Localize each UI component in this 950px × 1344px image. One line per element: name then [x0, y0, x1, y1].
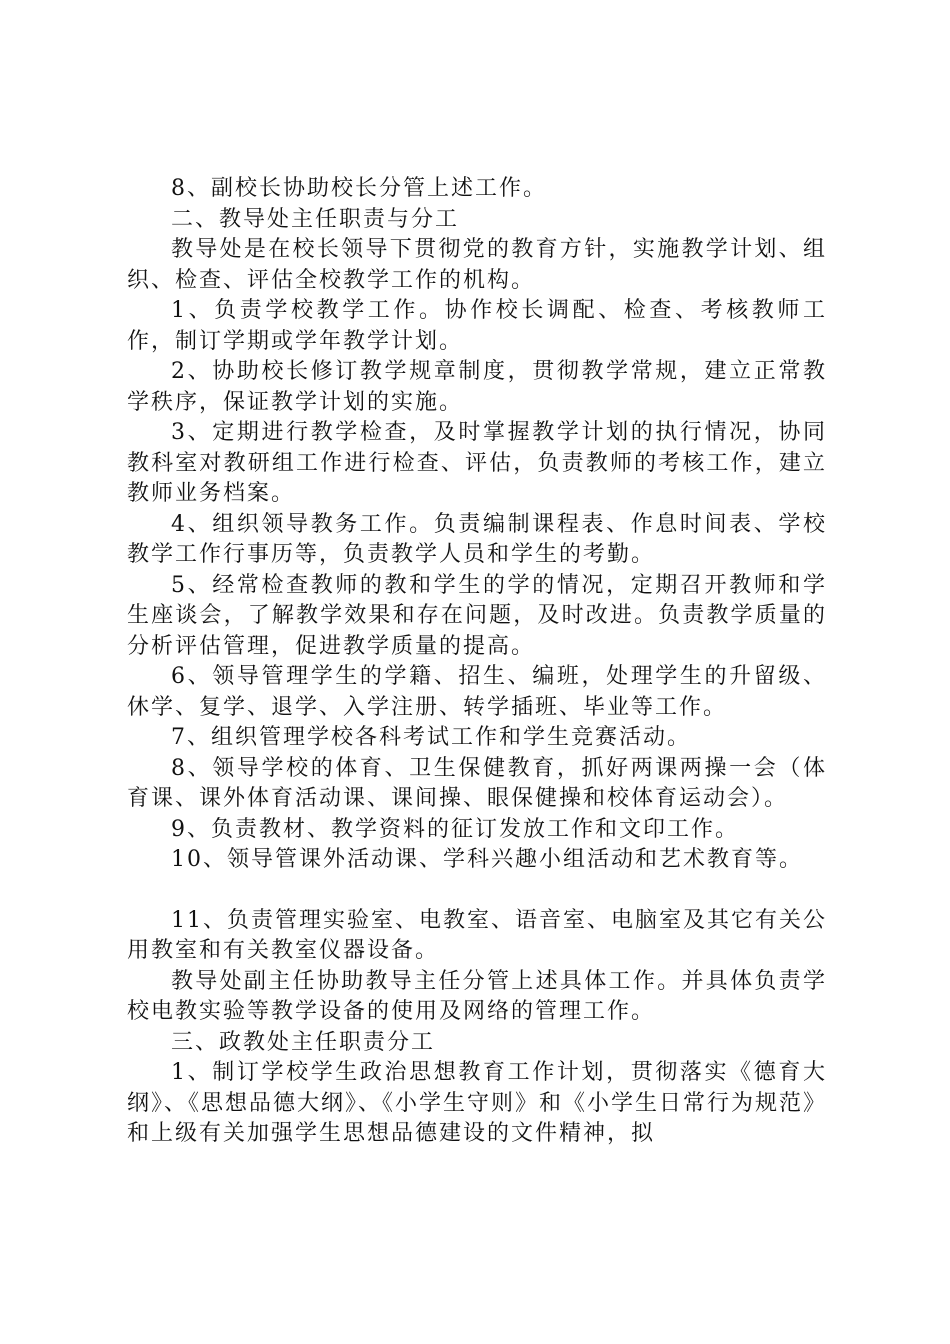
paragraph-duty-6: 6、领导管理学生的学籍、招生、编班，处理学生的升留级、休学、复学、退学、入学注册、转学插班、毕业等工作。	[127, 664, 827, 720]
paragraph-academic-affairs-intro: 教导处是在校长领导下贯彻党的教育方针，实施教学计划、组织、检查、评估全校教学工作的机构。	[127, 237, 827, 293]
paragraph-vice-principal: 8、副校长协助校长分管上述工作。	[171, 176, 547, 201]
paragraph-duty-1: 1、负责学校教学工作。协作校长调配、检查、考核教师工作，制订学期或学年教学计划。	[127, 298, 827, 354]
paragraph-duty-4: 4、组织领导教务工作。负责编制课程表、作息时间表、学校教学工作行事历等，负责教学人员和学生的考勤。	[127, 511, 827, 567]
paragraph-duty-11: 11、负责管理实验室、电教室、语音室、电脑室及其它有关公用教室和有关教室仪器设备。	[127, 907, 827, 963]
paragraph-duty-3: 3、定期进行教学检查，及时掌握教学计划的执行情况，协同教科室对教研组工作进行检查、评估，负责教师的考核工作，建立教师业务档案。	[127, 420, 827, 506]
paragraph-duty-7: 7、组织管理学校各科考试工作和学生竞赛活动。	[171, 725, 691, 750]
section-heading-academic-affairs: 二、教导处主任职责与分工	[171, 206, 460, 232]
paragraph-duty-10: 10、领导管课外活动课、学科兴趣小组活动和艺术教育等。	[171, 847, 803, 872]
paragraph-duty-2: 2、协助校长修订教学规章制度，贯彻教学常规，建立正常教学秩序，保证教学计划的实施。	[127, 359, 827, 415]
paragraph-duty-9: 9、负责教材、教学资料的征订发放工作和文印工作。	[171, 816, 739, 842]
section-heading-political-education: 三、政教处主任职责分工	[171, 1029, 436, 1055]
paragraph-deputy-director: 教导处副主任协助教导主任分管上述具体工作。并具体负责学校电教实验等教学设备的使用及网络的管理工作。	[127, 968, 827, 1024]
paragraph-duty-5: 5、经常检查教师的教和学生的学的情况，定期召开教师和学生座谈会，了解教学效果和存在问题，及时改进。负责教学质量的分析评估管理，促进教学质量的提高。	[127, 572, 827, 659]
paragraph-political-duty-1: 1、制订学校学生政治思想教育工作计划，贯彻落实《德育大纲》、《思想品德大纲》、《小学生守则》和《小学生日常行为规范》和上级有关加强学生思想品德建设的文件精神，拟	[127, 1060, 828, 1146]
paragraph-duty-8: 8、领导学校的体育、卫生保健教育，抓好两课两操一会（体育课、课外体育活动课、课间操、眼保健操和校体育运动会）。	[127, 755, 827, 811]
document-body	[127, 174, 827, 1150]
